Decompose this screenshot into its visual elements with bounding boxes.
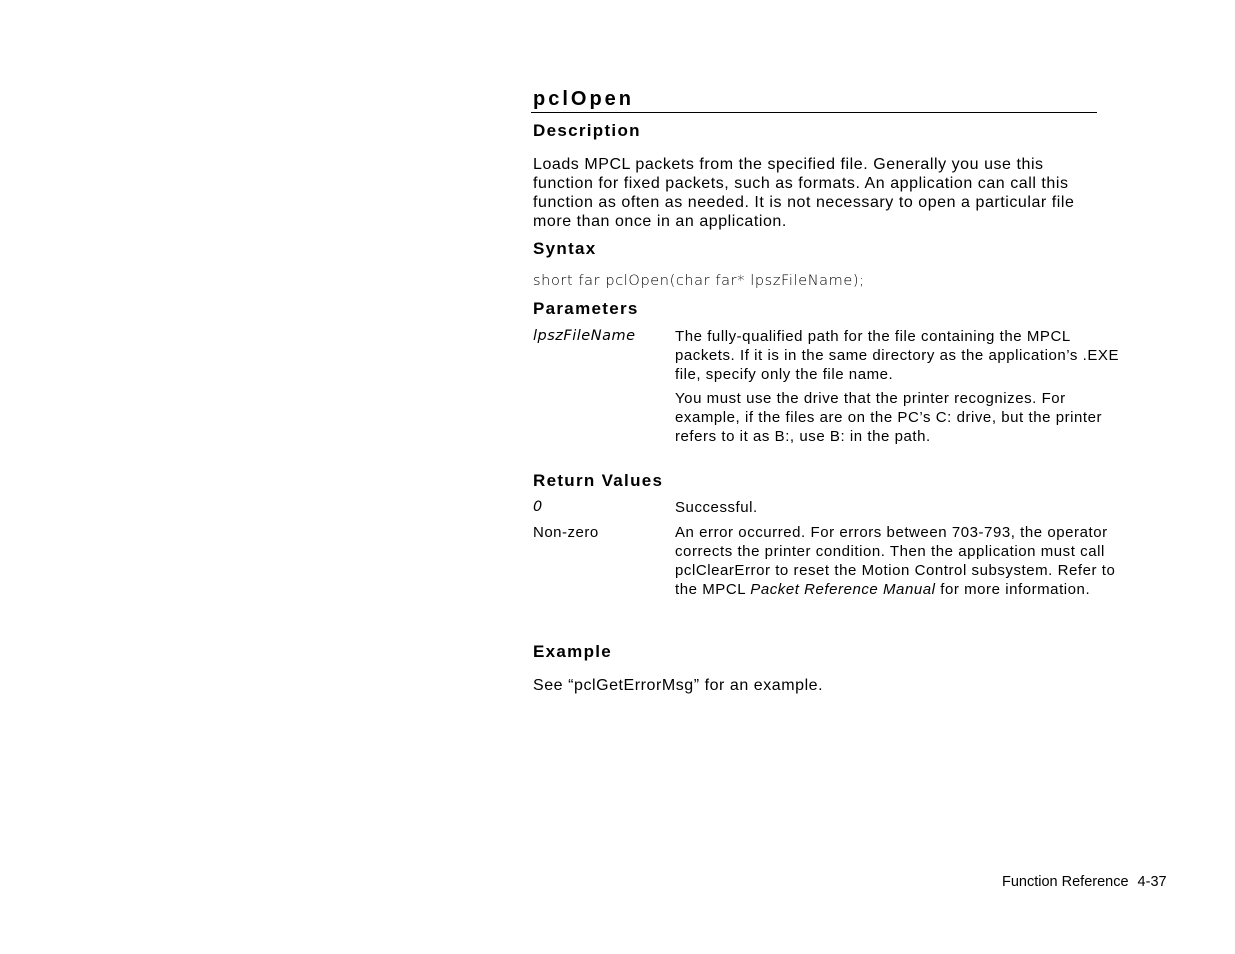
parameter-description: The fully-qualified path for the file containing the MPCL packets. If it is in the same directory as the application’s .EXE file, specify only the file name.	[675, 328, 1120, 383]
manual-title-emphasis: Packet Reference Manual	[750, 581, 936, 598]
footer-section-name: Function Reference	[1002, 874, 1129, 890]
return-value-code: Non-zero	[533, 524, 599, 541]
parameters-heading: Parameters	[533, 299, 639, 318]
parameter-name: lpszFileName	[533, 328, 636, 344]
description-heading: Description	[533, 121, 641, 140]
return-value-description-tail: for more information.	[935, 581, 1091, 598]
return-values-heading: Return Values	[533, 471, 664, 490]
page-footer	[1002, 873, 1167, 891]
return-value-description: Successful.	[675, 499, 758, 516]
page-title: pclOpen	[533, 88, 635, 110]
description-text: Loads MPCL packets from the specified file. Generally you use this function for fixed packets, such as formats. An application can call this function as often as needed. It is not necessary to open a particular file more than once in an application.	[533, 156, 1075, 230]
return-value-description	[675, 523, 1120, 599]
example-heading: Example	[533, 642, 613, 661]
parameter-note: You must use the drive that the printer recognizes. For example, if the files are on the PC’s C: drive, but the printer refers to it as B:, use B: in the path.	[675, 390, 1103, 445]
example-text: See “pclGetErrorMsg” for an example.	[533, 677, 824, 694]
title-underline-rule	[531, 112, 1097, 113]
syntax-code: short far pclOpen(char far* lpszFileName);	[533, 273, 865, 289]
return-value-description-text: An error occurred. For errors between 703-793, the operator corrects the printer condition. Then the application must call pclClearError to reset the Motion Control subsystem. Refer to the MPCL	[675, 524, 1116, 598]
function-reference-entry	[533, 86, 1120, 694]
return-value-code: 0	[533, 499, 543, 515]
syntax-heading: Syntax	[533, 239, 597, 258]
footer-page-number: 4-37	[1137, 874, 1167, 890]
